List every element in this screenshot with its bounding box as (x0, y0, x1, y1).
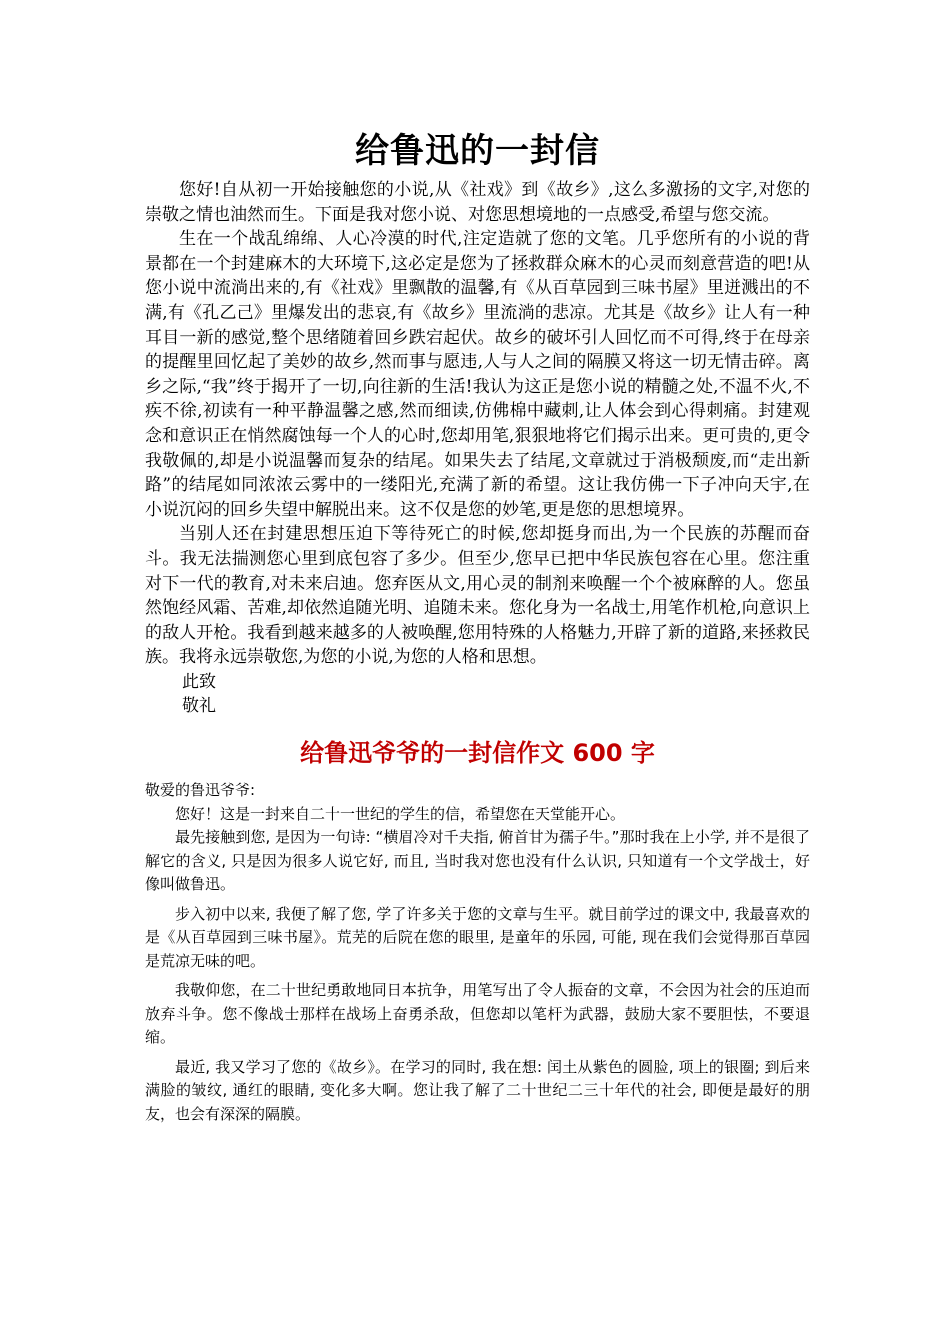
paragraph: 生在一个战乱绵绵、人心冷漠的时代,注定造就了您的文笔。几乎您所有的小说的背景都在一个封建麻木的大环境下,这必定是您为了拯救群众麻木的心灵而刻意营造的吧!从您小说中流淌出来的,有《社戏》里飘散的温馨,有《从百草园到三味书屋》里迸溅出的不满,有《孔乙己》里爆发出的悲哀,有《故乡》里流淌的悲凉。尤其是《故乡》让人有一种耳目一新的感觉,整个思绪随着回乡跌宕起伏。故乡的破坏引人回忆而不可得,终于在母亲的提醒里回忆起了美妙的故乡,然而事与愿违,人与人之间的隔膜又将这一切无情击碎。离乡之际,“我”终于揭开了一切,向往新的生活!我认为这正是您小说的精髓之处,不温不火,不疾不徐,初读有一种平静温馨之感,然而细读,仿佛棉中藏刺,让人体会到心得刺痛。封建观念和意识正在悄然腐蚀每一个人的心时,您却用笔,狠狠地将它们揭示出来。更可贵的,更令我敬佩的,却是小说温馨而复杂的结尾。如果失去了结尾,文章就过于消极颓废,而“走出新路”的结尾如同浓浓云雾中的一缕阳光,充满了新的希望。这让我仿佛一下子冲向天宇,在小说沉闷的回乡失望中解脱出来。这不仅是您的妙笔,更是您的思想境界。 (145, 229, 810, 520)
paragraph: 最近, 我又学习了您的《故乡》。在学习的同时, 我在想: 闰土从紫色的圆脸, 项上的银圈; 到后来满脸的皱纹, 通红的眼睛, 变化多大啊。您让我了解了二十世纪二三十年代的社会, 即便是最好的朋友，也会有深深的隔膜。 (145, 1057, 810, 1123)
document-page (145, 124, 810, 1132)
closing-line: 此致 (182, 671, 216, 692)
paragraph: 您好!自从初一开始接触您的小说,从《社戏》到《故乡》,这么多激扬的文字,对您的崇敬之情也油然而生。下面是我对您小说、对您思想境地的一点感受,希望与您交流。 (145, 180, 810, 225)
greeting: 您好！这是一封来自二十一世纪的学生的信，希望您在天堂能开心。 (175, 804, 626, 823)
letter-title: 给鲁迅的一封信 (355, 131, 600, 171)
paragraph: 最先接触到您, 是因为一句诗: “横眉冷对千夫指, 俯首甘为孺子牛。”那时我在上小学, 并不是很了解它的含义, 只是因为很多人说它好, 而且, 当时我对您也没有什么认识, 只知道有一个文学战士，好像叫做鲁迅。 (145, 828, 810, 894)
letter-body (145, 178, 810, 719)
closing-line: 敬礼 (182, 696, 216, 717)
essay-title: 给鲁迅爷爷的一封信作文 600 字 (300, 739, 655, 768)
paragraph: 步入初中以来, 我便了解了您, 学了许多关于您的文章与生平。就目前学过的课文中, 我最喜欢的是《从百草园到三味书屋》。荒芜的后院在您的眼里, 是童年的乐园, 可能, 现在我们会觉得那百草园是荒凉无味的吧。 (145, 904, 810, 970)
essay-body (145, 779, 810, 1126)
paragraph: 我敬仰您，在二十世纪勇敢地同日本抗争，用笔写出了令人振奋的文章，不会因为社会的压迫而放弃斗争。您不像战士那样在战场上奋勇杀敌，但您却以笔杆为武器，鼓励大家不要胆怯，不要退缩。 (145, 981, 810, 1047)
salutation: 敬爱的鲁迅爷爷: (145, 781, 256, 800)
paragraph: 当别人还在封建思想压迫下等待死亡的时候,您却挺身而出,为一个民族的苏醒而奋斗。我无法揣测您心里到底包容了多少。但至少,您早已把中华民族包容在心里。您注重对下一代的教育,对未来启迪。您弃医从文,用心灵的制剂来唤醒一个个被麻醉的人。您虽然饱经风霜、苦难,却依然追随光明、追随未来。您化身为一名战士,用笔作机枪,向意识上的敌人开枪。我看到越来越多的人被唤醒,您用特殊的人格魅力,开辟了新的道路,来拯救民族。我将永远崇敬您,为您的小说,为您的人格和思想。 (145, 524, 810, 668)
